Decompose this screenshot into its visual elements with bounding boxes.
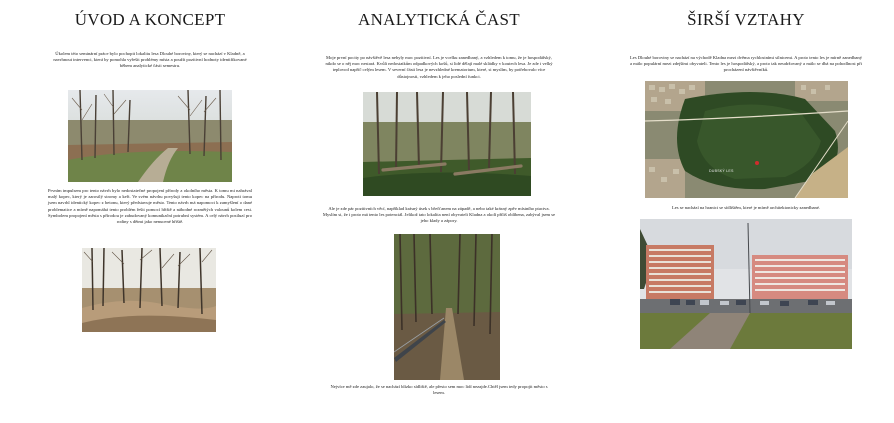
section-title: ÚVOD A KONCEPT [74,10,226,29]
analysis-paragraph: Moje první pocity po návštěvě lesa nebyly moc pozitivní. Les je vcelku zanedbaný, a vzhledem k tomu, že je hospodářský, nikdo se o něj moc nestará. Kvůli nedostatkům odpadkových košů, si lidé dělají malé skládky v koutech lesa. Je zde i velký teplovod napříč celým lesem. V severní části lesa je nevzhledné krematorium, které, si myslím, by potřebovalo více důstojnosti, vzhledem k jeho poslední funkci. [325,55,553,79]
forest-path-photo [68,90,232,182]
heating-pipe-path-photo [394,234,500,380]
intro-paragraph: Úkolem této seminární práce bylo pochopit lokalitu lesa Dlouhé boroviny, který se nachází v Kladně, a navrhnout intervenci, která by pomohla vyřešit problémy místa a použít pozitivní hodnoty identifikované během analytické části semestru. [53,51,247,69]
section-title: ANALYTICKÁ ČAST [358,10,520,29]
hill-trees-photo [82,248,216,332]
conclusion-paragraph: Nejvíce mě zde zaujalo, že se nachází blízko sídliště, ale přesto sem moc lidí nezajde.Chtěl jsem tedy propojit město s lesem. [330,384,548,396]
map-label: DUBSKÝ LES [709,169,734,173]
context-paragraph: Les Dlouhé boroviny se nachází na východě Kladna mezi dvěma rychlostními silnicemi. A proto tento les je mírně zanedbaný a málo populární mezi zdejšími obyvateli. Tento les je hospodářský, a proto tak neudržovaný a málo se dbá na pohodlnost při procházení návštěvníků. [630,55,862,73]
housing-paragraph: Les se nachází na hranici se sídlištěm, které je mírně architektonicky zanedbané. [671,205,821,210]
housing-estate-photo [640,219,852,349]
felled-trees-photo [363,92,531,196]
positives-paragraph: Ale je zde pár pozitivních věcí, například krásný úsek s břečťanem na západě, a nebo také krásný zpěv místního ptactva. Myslím si, že i proto má tento les potenciál. Jelikož tato lokalita není obyvateli Kladna a okolí příliš oblíbena, zabýval jsem se jeho klady a zápory. [322,206,556,224]
aerial-map-photo [645,81,848,198]
concept-paragraph: Prvním impulsem pro tento návrh bylo nedostatečné propojení přírody a okolního města. K tomu mi nahrával malý kopec, který je zarostlý stromy a keři. Ve svém návrhu povyšuji tento kopec na přírodu. Naproti tomu jsem navrhl identický kopec z betonu, který představuje město. Tento návrh má napomoct k zamyšlení o dané problematice a mírně napomáhá tento problém řešit pomocí hřiště a nábodné rozmětých valounů kolem cest. Symbolem propojení města s přírodou je zabudovaný komunikační potrubní systém. A celý návrh posiluzí pro rodiny s dětmi jako nenucené hřiště. [48,188,252,225]
section-title: ŠIRŠÍ VZTAHY [687,10,805,29]
